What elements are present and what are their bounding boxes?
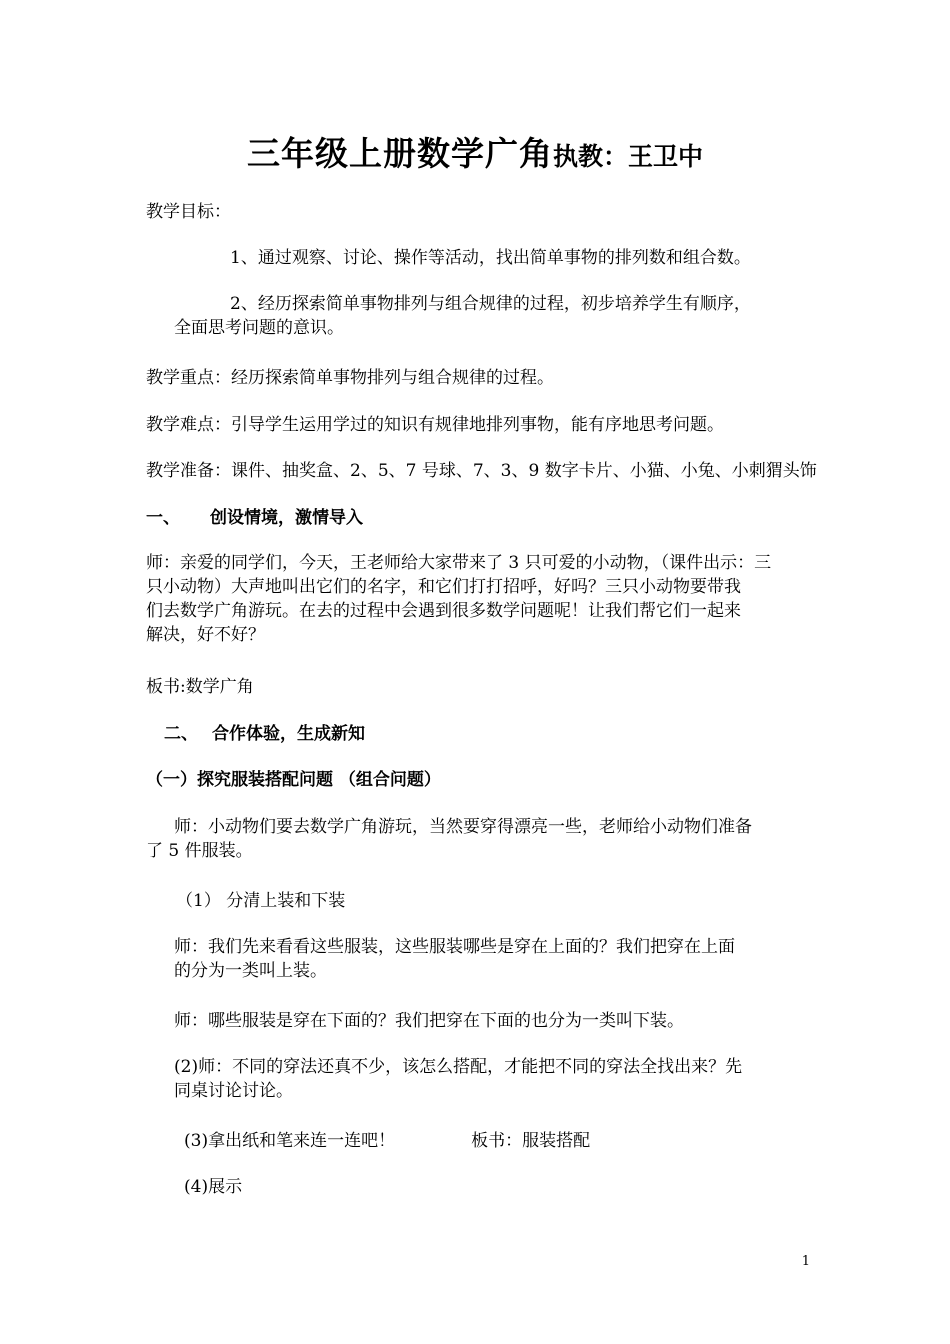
difficulty: 教学难点：引导学生运用学过的知识有规律地排列事物，能有序地思考问题。 — [146, 415, 724, 435]
intro-line-1: 师：亲爱的同学们，今天，王老师给大家带来了 3 只可爱的小动物，（课件出示：三 — [146, 553, 772, 573]
clothes-paragraph — [146, 815, 752, 863]
objective-item-2-line-1: 2、经历探索简单事物排列与组合规律的过程，初步培养学生有顺序， — [230, 294, 751, 314]
section-2-number: 二、 — [164, 724, 198, 744]
upper-line-2: 的分为一类叫上装。 — [174, 961, 327, 981]
intro-line-2: 只小动物）大声地叫出它们的名字，和它们打打招呼，好吗？三只小动物要带我 — [146, 577, 741, 597]
title-main: 三年级上册数学广角 — [246, 134, 553, 173]
section-2-heading — [164, 722, 365, 746]
step-3 — [184, 1129, 590, 1153]
step-3-board: 板书：服装搭配 — [471, 1131, 591, 1151]
objectives-label: 教学目标： — [146, 202, 231, 222]
intro-line-4: 解决，好不好？ — [146, 625, 265, 645]
section-1-title: 创设情境，激情导入 — [210, 508, 363, 528]
clothes-line-1: 师：小动物们要去数学广角游玩，当然要穿得漂亮一些，老师给小动物们准备 — [174, 817, 752, 837]
step-2-line-2: 同桌讨论讨论。 — [174, 1081, 293, 1101]
upper-clothes-paragraph — [174, 935, 735, 983]
key-point: 教学重点：经历探索简单事物排列与组合规律的过程。 — [146, 368, 554, 388]
section-2-title: 合作体验，生成新知 — [212, 724, 365, 744]
step-2-paragraph — [174, 1055, 742, 1103]
page-number: 1 — [801, 1254, 810, 1269]
step-3-text: (3)拿出纸和笔来连一连吧！ — [184, 1131, 396, 1151]
document-title — [0, 128, 950, 175]
clothes-line-2: 了 5 件服装。 — [146, 841, 253, 861]
lower-clothes-line: 师：哪些服装是穿在下面的？我们把穿在下面的也分为一类叫下装。 — [174, 1011, 684, 1031]
upper-line-1: 师：我们先来看看这些服装，这些服装哪些是穿在上面的？我们把穿在上面 — [174, 937, 735, 957]
intro-line-3: 们去数学广角游玩。在去的过程中会遇到很多数学问题呢！让我们帮它们一起来 — [146, 601, 741, 621]
board-writing-1: 板书:数学广角 — [146, 677, 254, 697]
subsection-1-heading: （一）探究服装搭配问题 （组合问题） — [146, 770, 441, 790]
objective-item-1: 1、通过观察、讨论、操作等活动，找出简单事物的排列数和组合数。 — [230, 248, 751, 268]
title-author: 执教：王卫中 — [552, 142, 703, 171]
section-1-number: 一、 — [146, 508, 180, 528]
objective-item-2-line-2: 全面思考问题的意识。 — [174, 318, 344, 338]
intro-paragraph — [146, 551, 771, 647]
objective-item-2 — [174, 292, 751, 340]
section-1-heading — [146, 506, 363, 530]
step-2-line-1: (2)师：不同的穿法还真不少，该怎么搭配，才能把不同的穿法全找出来？先 — [174, 1057, 743, 1077]
preparation: 教学准备：课件、抽奖盒、2、5、7 号球、7、3、9 数字卡片、小猫、小兔、小刺猬头饰 — [146, 461, 817, 481]
step-4: (4)展示 — [184, 1177, 243, 1197]
step-1: （1） 分清上装和下装 — [176, 891, 346, 911]
